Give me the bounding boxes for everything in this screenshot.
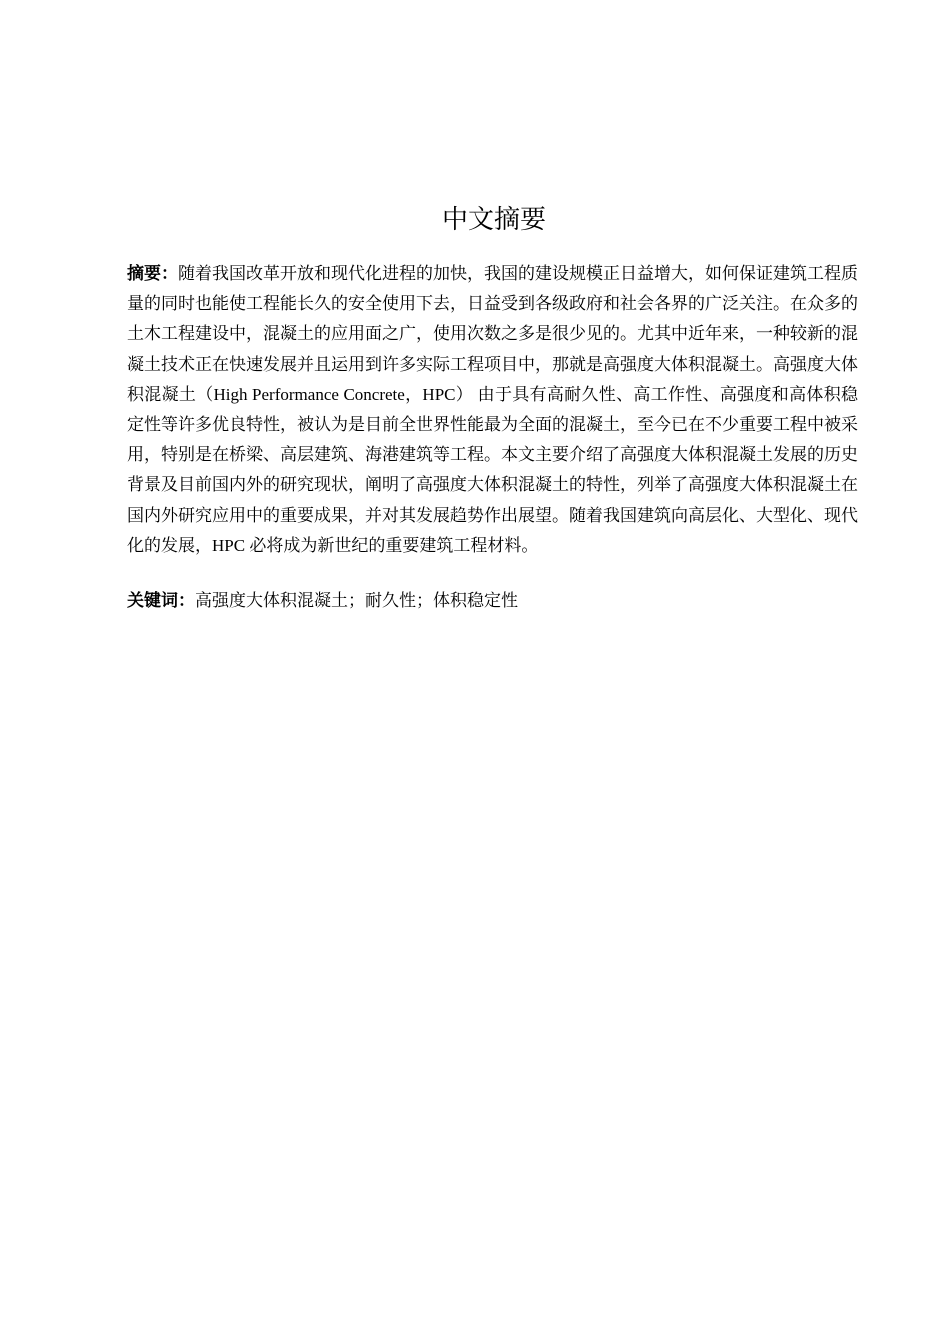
page-title: 中文摘要 [441, 205, 546, 235]
abstract-text: 随着我国改革开放和现代化进程的加快，我国的建设规模正日益增大，如何保证建筑工程质量的同时也能使工程能长久的安全使用下去，日益受到各级政府和社会各界的广泛关注。在众多的土木工程建设中，混凝土的应用面之广，使用次数之多是很少见的。尤其中近年来，一种较新的混凝土技术正在快速发展并且运用到许多实际工程项目中，那就是高强度大体积混凝土。高强度大体积混凝土（High Performance Concrete，HPC） 由于具有高耐久性、高工作性、高强度和高体积稳定性等许多优良特性，被认为是目前全世界性能最为全面的混凝土，至今已在不少重要工程中被采用，特别是在桥梁、高层建筑、海港建筑等工程。本文主要介绍了高强度大体积混凝土发展的历史背景及目前国内外的研究现状，阐明了高强度大体积混凝土的特性，列举了高强度大体积混凝土在国内外研究应用中的重要成果，并对其发展趋势作出展望。随着我国建筑向高层化、大型化、现代化的发展，HPC 必将成为新世纪的重要建筑工程材料。 [127, 264, 858, 555]
keywords-line [127, 588, 858, 614]
keywords-text: 高强度大体积混凝土；耐久性；体积稳定性 [195, 591, 518, 610]
abstract-label: 摘要： [127, 264, 178, 283]
abstract-paragraph [127, 259, 858, 561]
keywords-label: 关键词： [127, 591, 195, 610]
